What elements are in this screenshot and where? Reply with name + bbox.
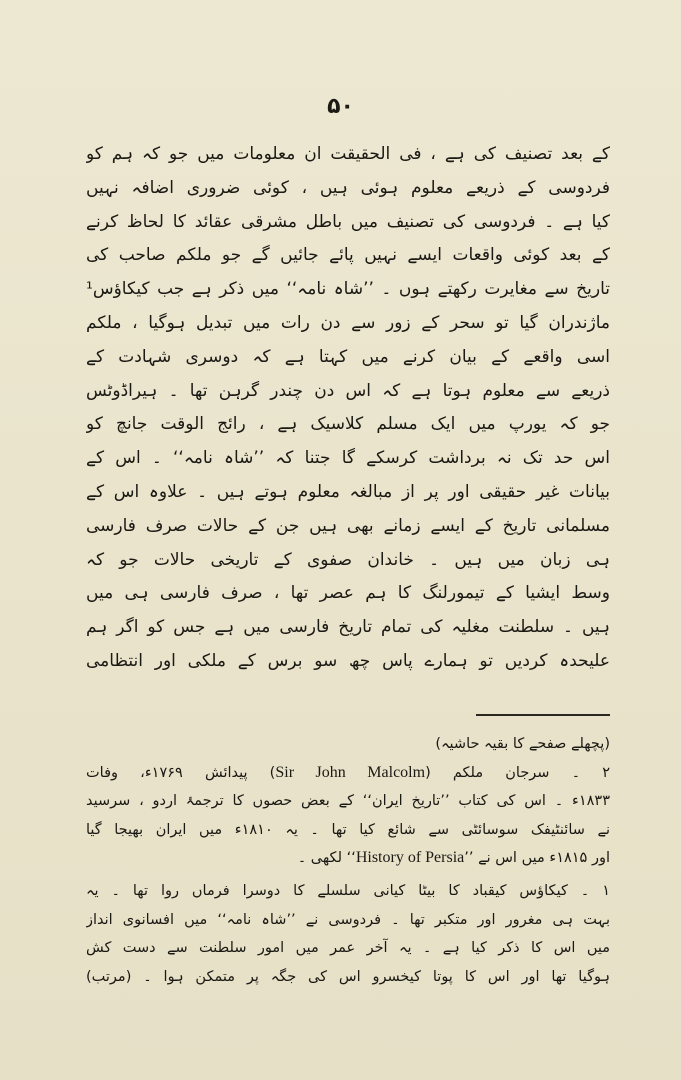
text-line: اسی واقعے کے بیان کرنے میں کہتا ہے کہ دوسری شہادت کے <box>86 346 610 367</box>
footnote-divider <box>476 714 610 716</box>
footnote-text: ۲ ۔ سرجان ملکم ( <box>425 764 610 781</box>
text-line: وسط ایشیا کے تیمورلنگ کا ہم عصر تھا ، صرف فارسی ہی میں <box>86 583 610 604</box>
footnote-line <box>86 759 610 788</box>
text-line: اس حد تک نہ برداشت کرسکے گا جتنا کہ ’’شاہ نامہ‘‘ ۔ اس کے <box>86 448 610 469</box>
footnote-line: نے سائنٹیفک سوسائٹی سے شائع کیا تھا ۔ یہ ۱۸۱۰ء میں ایران بھیجا گیا <box>86 821 610 838</box>
footnote-latin-title: History of Persia <box>355 849 465 867</box>
text-line: فردوسی کے ذریعے معلوم ہوئی ہیں ، کوئی ضروری اضافہ نہیں <box>86 177 610 198</box>
text-line: جو کہ یورپ میں ایک مسلم کلاسیک ہے ، رائج الوقت جانچ کو <box>86 414 610 435</box>
text-line: بیانات غیر حقیقی اور پر از مبالغہ معلوم ہوتے ہیں ۔ علاوہ اس کے <box>86 481 610 502</box>
main-text <box>86 138 610 679</box>
text-line: علیحدہ کردیں تو ہمارے پاس چھ سو برس کے ملکی اور انتظامی <box>86 650 610 671</box>
text-line: کیا ہے ۔ فردوسی کی تصنیف میں باطل مشرقی عقائد کا لحاظ کرنے <box>86 211 610 232</box>
footnote-line: ۱ ۔ کیکاؤس کیقباد کا بیٹا کیانی سلسلے کا دوسرا فرماں روا تھا ۔ یہ <box>86 882 610 899</box>
footnote-line: بہت ہی مغرور اور متکبر تھا ۔ فردوسی نے ’’شاہ نامہ‘‘ میں افسانوی انداز <box>86 911 610 928</box>
text-line: ہیں ۔ سلطنت مغلیہ کی تمام تاریخ فارسی میں ہے جس کو اگر ہم <box>86 617 610 638</box>
footnote-latin-name: Sir John Malcolm <box>275 763 426 781</box>
text-line: ذریعے سے معلوم ہوتا ہے کہ اس دن چندر گرہن تھا ۔ ہیراڈوٹس <box>86 380 610 401</box>
text-line: مسلمانی تاریخ کے ایسے زمانے بھی ہیں جن کے حالات صرف فارسی <box>86 515 610 536</box>
footnote-text: اور ۱۸۱۵ء میں اس نے ’’ <box>464 850 610 867</box>
footnote-line: ہوگیا تھا اور اس کا پوتا کیخسرو اس کی جگہ پر متمکن ہوا ۔ (مرتب) <box>86 968 610 985</box>
text-line: کے بعد تصنیف کی ہے ، فی الحقیقت ان معلومات میں جو کہ ہم کو <box>86 144 610 164</box>
footnotes <box>86 730 610 991</box>
footnote-text: ‘‘ لکھی ۔ <box>297 850 356 867</box>
text-line: ماژندران گیا تو سحر کے زور سے دن رات میں تبدیل ہوگیا ، ملکم <box>86 312 610 333</box>
footnote-text: ) پیدائش ۱۷۶۹ء، وفات <box>86 764 276 781</box>
footnote-continued-heading: (پچھلے صفحے کا بقیہ حاشیہ) <box>435 736 610 752</box>
footnote-line: میں اس کا ذکر کیا ہے ۔ یہ آخر عمر میں امور سلطنت سے دست کش <box>86 940 610 957</box>
text-line: تاریخ سے مغایرت رکھتے ہوں ۔ ’’شاہ نامہ‘‘ میں ذکر ہے جب کیکاؤس¹ <box>86 279 610 300</box>
footnote-line: ۱۸۳۳ء ۔ اس کی کتاب ’’تاریخ ایران‘‘ کے بعض حصوں کا ترجمۂ اردو ، سرسید <box>86 793 610 810</box>
text-line: ہی زبان میں ہیں ۔ خاندان صفوی کے تاریخی حالات جو کہ <box>86 549 610 570</box>
page-number: ۵۰ <box>327 94 354 119</box>
footnote-line <box>86 844 610 873</box>
text-line: کے بعد کوئی واقعات ایسے نہیں پائے جائیں گے جو ملکم صاحب کی <box>86 245 610 266</box>
